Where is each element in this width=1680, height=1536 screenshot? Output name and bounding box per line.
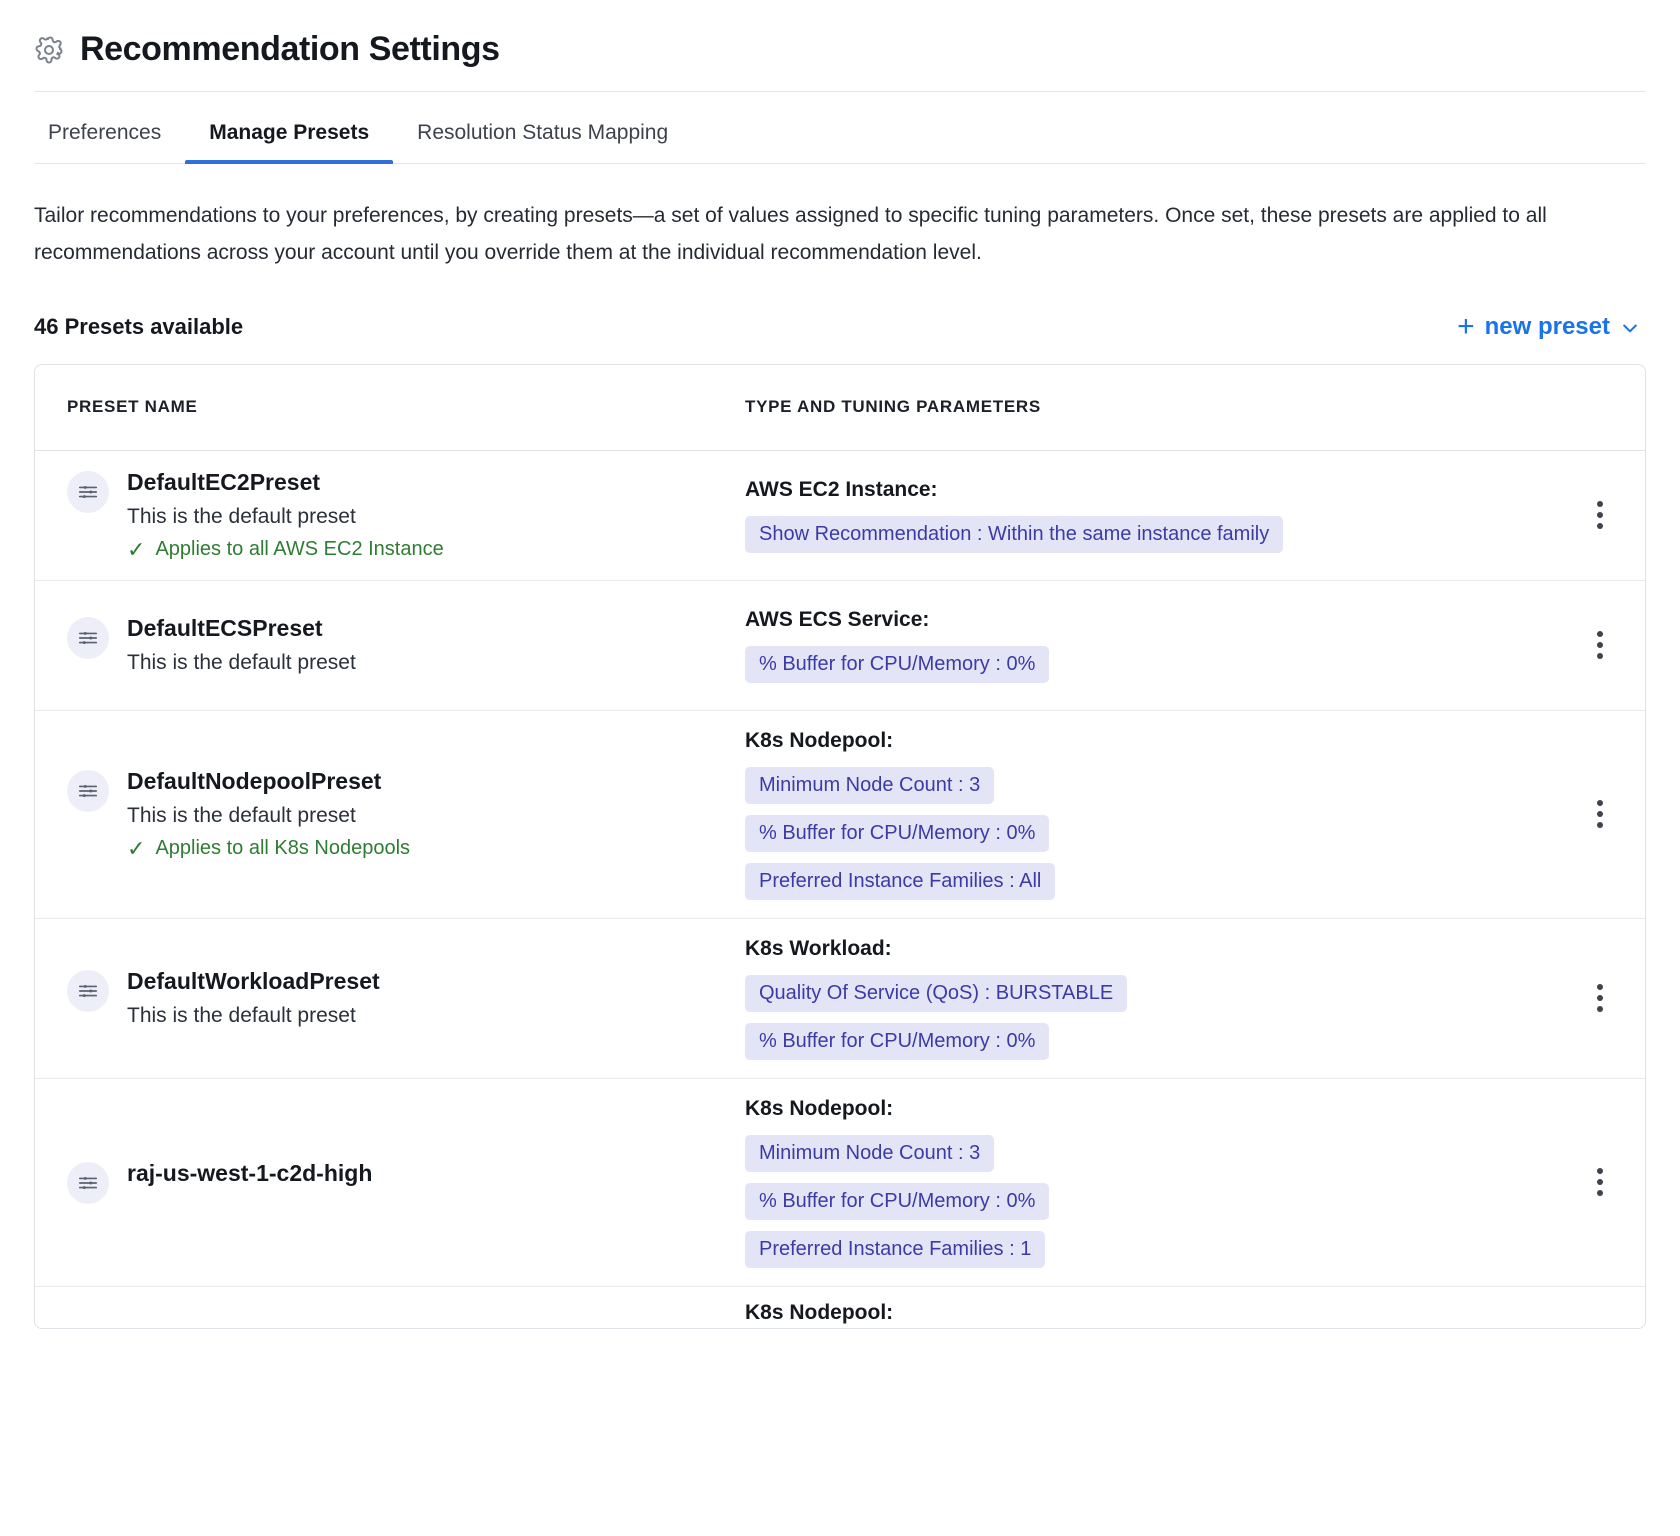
preset-name: DefaultECSPreset	[127, 615, 323, 641]
preset-params-cell	[725, 937, 1555, 1060]
preset-name: DefaultEC2Preset	[127, 469, 321, 495]
sliders-icon	[67, 970, 109, 1012]
presets-toolbar	[34, 309, 1646, 343]
preset-name-cell	[35, 968, 725, 1028]
table-row[interactable]	[35, 451, 1645, 581]
row-actions-cell	[1555, 1160, 1645, 1204]
preset-name: DefaultWorkloadPreset	[127, 968, 380, 994]
table-row[interactable]	[35, 919, 1645, 1079]
preset-name-cell	[35, 768, 725, 860]
tab-manage-presets[interactable]: Manage Presets	[185, 121, 393, 163]
preset-name-cell	[35, 1160, 725, 1204]
sliders-icon	[67, 471, 109, 513]
plus-icon: +	[1457, 309, 1475, 343]
table-row[interactable]	[35, 581, 1645, 711]
preset-name: raj-us-west-1-c2d-high	[127, 1160, 373, 1186]
table-row[interactable]	[35, 711, 1645, 919]
page-header	[34, 30, 1646, 91]
row-menu-button[interactable]	[1583, 493, 1617, 537]
preset-type: K8s Nodepool:	[745, 728, 894, 752]
row-menu-button[interactable]	[1583, 976, 1617, 1020]
preset-name: DefaultNodepoolPreset	[127, 768, 382, 794]
preset-params-cell	[725, 1097, 1555, 1268]
tuning-parameter-chip: Preferred Instance Families : All	[745, 863, 1055, 900]
tuning-parameter-chip: Minimum Node Count : 3	[745, 1135, 994, 1172]
preset-applies	[127, 538, 444, 561]
sliders-icon	[67, 770, 109, 812]
row-actions-cell	[1555, 792, 1645, 836]
tuning-parameter-chip: Preferred Instance Families : 1	[745, 1231, 1045, 1268]
table-header-row	[35, 365, 1645, 451]
preset-type: AWS ECS Service:	[745, 607, 930, 631]
presets-count: 46 Presets available	[34, 313, 244, 339]
preset-params-cell	[725, 478, 1555, 553]
tuning-parameter-chip: Minimum Node Count : 3	[745, 767, 994, 804]
row-actions-cell	[1555, 976, 1645, 1020]
preset-subtitle: This is the default preset	[127, 651, 356, 674]
table-row[interactable]	[35, 1079, 1645, 1287]
gear-icon	[34, 35, 64, 65]
chevron-down-icon	[1620, 317, 1640, 337]
column-header-preset-name: PRESET NAME	[67, 397, 198, 416]
tuning-parameter-chip: % Buffer for CPU/Memory : 0%	[745, 1183, 1049, 1220]
tab-preferences[interactable]: Preferences	[48, 121, 162, 144]
preset-type: K8s Workload:	[745, 936, 892, 960]
preset-name-cell	[35, 615, 725, 675]
tuning-parameter-chip: % Buffer for CPU/Memory : 0%	[745, 1023, 1049, 1060]
tuning-parameter-chip: % Buffer for CPU/Memory : 0%	[745, 815, 1049, 852]
preset-params-cell	[725, 1301, 1555, 1328]
sliders-icon	[67, 1162, 109, 1204]
sliders-icon	[67, 617, 109, 659]
row-menu-button[interactable]	[1583, 792, 1617, 836]
page-title: Recommendation Settings	[80, 30, 500, 68]
preset-subtitle: This is the default preset	[127, 505, 356, 528]
preset-applies	[127, 837, 410, 860]
presets-table	[34, 364, 1646, 1329]
preset-type: K8s Nodepool:	[745, 1096, 894, 1120]
check-icon: ✓	[127, 536, 146, 562]
tuning-parameter-chip: Quality Of Service (QoS) : BURSTABLE	[745, 975, 1127, 1012]
tab-resolution-status-mapping[interactable]: Resolution Status Mapping	[417, 121, 669, 144]
preset-subtitle: This is the default preset	[127, 1004, 356, 1027]
check-icon: ✓	[127, 835, 146, 861]
preset-applies-label: Applies to all AWS EC2 Instance	[155, 538, 444, 560]
column-header-type-and-tuning-parameters: TYPE AND TUNING PARAMETERS	[745, 397, 1041, 416]
preset-params-cell	[725, 729, 1555, 900]
row-menu-button[interactable]	[1583, 1160, 1617, 1204]
preset-type: AWS EC2 Instance:	[745, 477, 938, 501]
preset-name-cell	[35, 469, 725, 561]
preset-params-cell	[725, 608, 1555, 683]
page-description: Tailor recommendations to your preferences, by creating presets—a set of values assigned to specific tuning parameters. Once set, these presets are applied to all recommendations across your account until you override them at the individual recommendation level.	[34, 204, 1547, 264]
row-menu-button[interactable]	[1583, 623, 1617, 667]
preset-subtitle: This is the default preset	[127, 804, 356, 827]
tab-bar	[34, 92, 1646, 164]
new-preset-label: new preset	[1484, 312, 1610, 340]
row-actions-cell	[1555, 623, 1645, 667]
tuning-parameter-chip: % Buffer for CPU/Memory : 0%	[745, 646, 1049, 683]
table-row[interactable]	[35, 1287, 1645, 1328]
row-actions-cell	[1555, 493, 1645, 537]
preset-applies-label: Applies to all K8s Nodepools	[155, 837, 411, 859]
preset-type: K8s Nodepool:	[745, 1300, 894, 1324]
tuning-parameter-chip: Show Recommendation : Within the same instance family	[745, 516, 1283, 553]
new-preset-button[interactable]	[1457, 309, 1646, 343]
